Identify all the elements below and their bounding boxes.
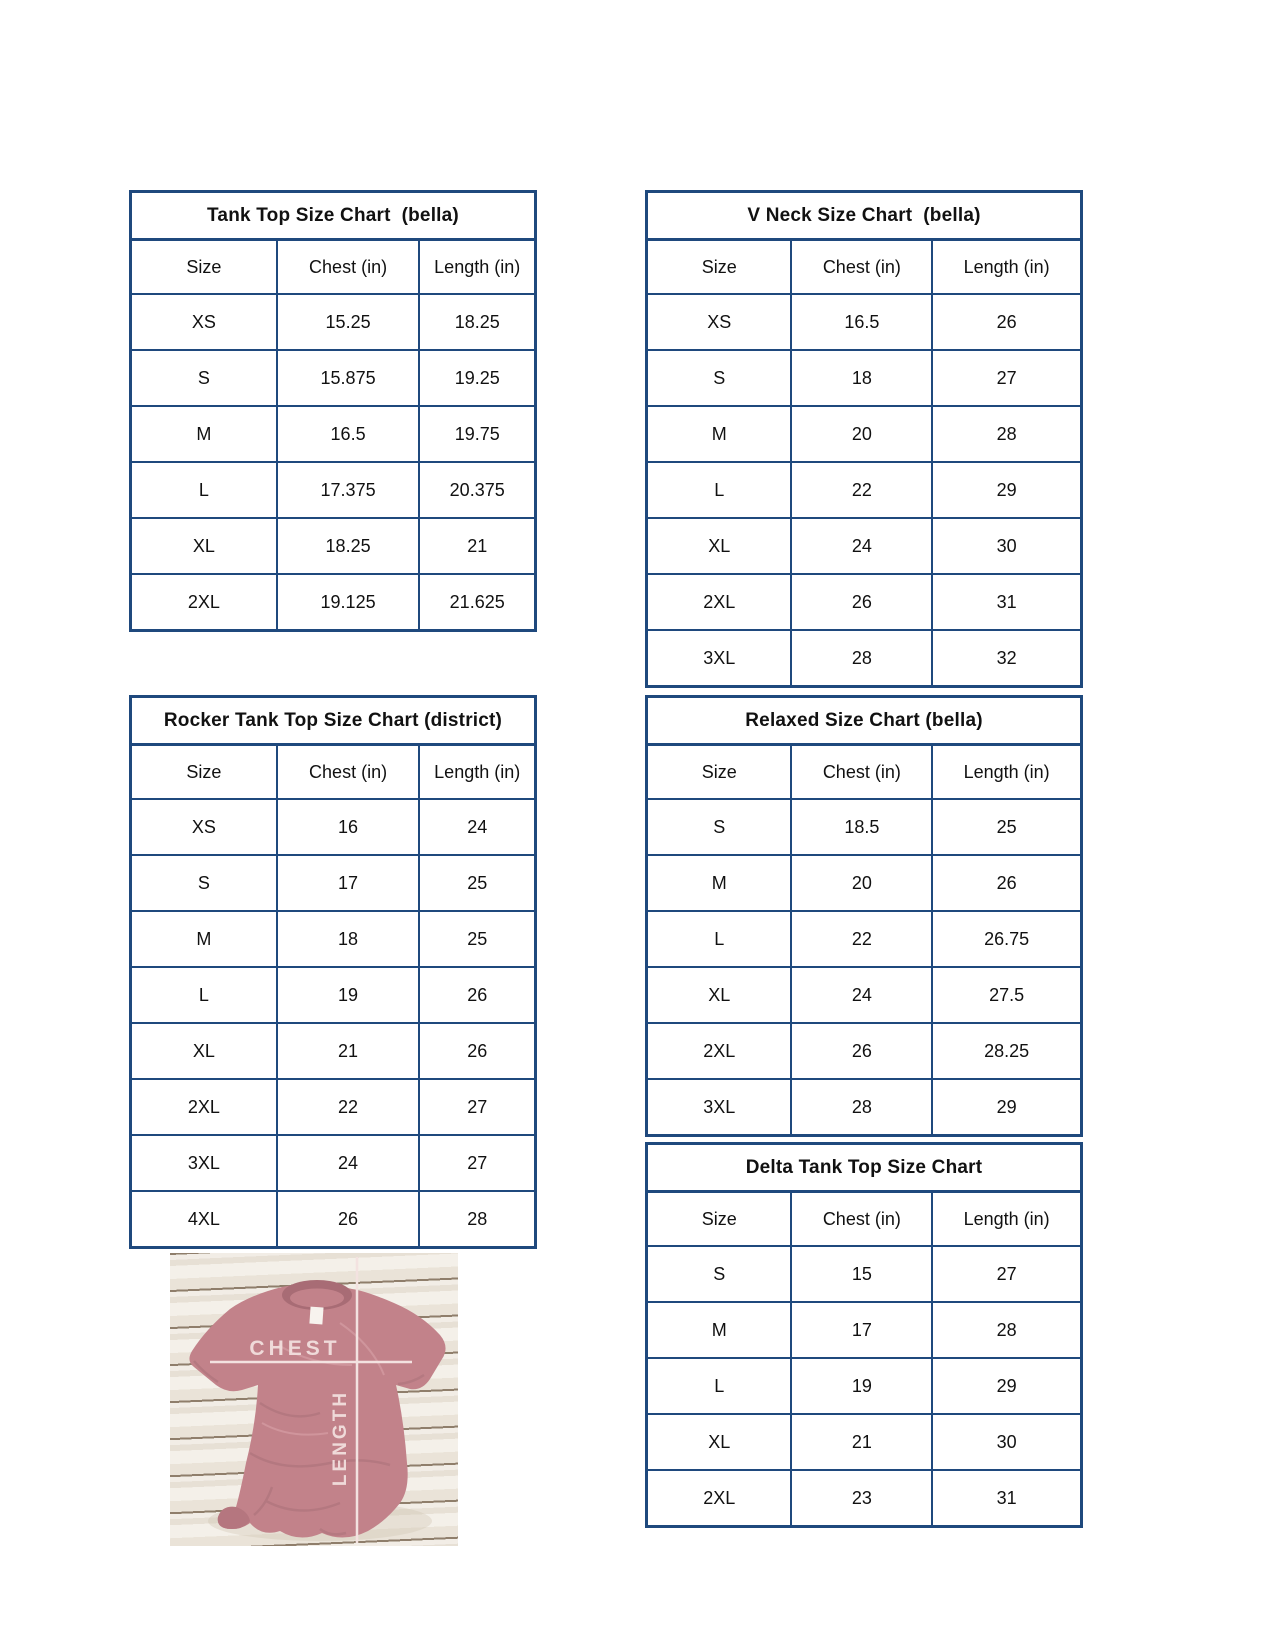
- table-row: [648, 574, 1080, 630]
- table-title: V Neck Size Chart (bella): [747, 204, 981, 226]
- size-chart-table: [132, 238, 534, 629]
- table-cell: 16.5: [791, 294, 932, 350]
- table-cell: L: [648, 911, 791, 967]
- table-cell: 17: [791, 1302, 932, 1358]
- tshirt-graphic: [170, 1253, 458, 1546]
- table-row: [648, 406, 1080, 462]
- column-header: Size: [648, 240, 791, 295]
- table-cell: 21: [791, 1414, 932, 1470]
- table-cell: 32: [932, 630, 1080, 685]
- header-row: [648, 1192, 1080, 1247]
- table-cell: 28: [932, 1302, 1080, 1358]
- table-cell: 17: [277, 855, 420, 911]
- table-cell: M: [132, 911, 277, 967]
- column-header: Chest (in): [791, 745, 932, 800]
- table-cell: 22: [277, 1079, 420, 1135]
- column-header: Chest (in): [791, 1192, 932, 1247]
- table-cell: 25: [932, 799, 1080, 855]
- table-cell: 19.125: [277, 574, 420, 629]
- header-row: [648, 240, 1080, 295]
- table-cell: S: [648, 350, 791, 406]
- table-cell: 16: [277, 799, 420, 855]
- table-title: Relaxed Size Chart (bella): [745, 709, 983, 731]
- table-cell: 26: [932, 294, 1080, 350]
- table-row: [648, 462, 1080, 518]
- table-cell: S: [132, 350, 277, 406]
- size-table-relaxed-bella: [645, 695, 1083, 1137]
- table-cell: 27: [419, 1135, 534, 1191]
- table-cell: 24: [791, 518, 932, 574]
- table-cell: XS: [132, 294, 277, 350]
- table-cell: 19: [791, 1358, 932, 1414]
- table-cell: 20: [791, 855, 932, 911]
- column-header: Size: [648, 1192, 791, 1247]
- table-cell: XL: [648, 518, 791, 574]
- column-header: Size: [132, 745, 277, 800]
- table-cell: 21: [419, 518, 534, 574]
- table-row: [132, 799, 534, 855]
- table-cell: 18: [791, 350, 932, 406]
- table-cell: 19.25: [419, 350, 534, 406]
- chest-label: CHEST: [249, 1337, 341, 1360]
- table-cell: 26: [419, 967, 534, 1023]
- table-cell: 24: [419, 799, 534, 855]
- table-cell: 29: [932, 1358, 1080, 1414]
- length-label: LENGTH: [330, 1389, 351, 1487]
- table-cell: M: [648, 406, 791, 462]
- table-row: [648, 294, 1080, 350]
- table-cell: 16.5: [277, 406, 420, 462]
- table-row: [648, 350, 1080, 406]
- table-cell: 24: [277, 1135, 420, 1191]
- column-header: Chest (in): [277, 240, 420, 295]
- table-row: [648, 630, 1080, 685]
- table-row: [648, 1302, 1080, 1358]
- table-cell: 28: [791, 630, 932, 685]
- header-row: [648, 745, 1080, 800]
- table-cell: 25: [419, 911, 534, 967]
- table-cell: 31: [932, 1470, 1080, 1525]
- table-row: [132, 574, 534, 629]
- table-cell: 4XL: [132, 1191, 277, 1246]
- table-row: [132, 1079, 534, 1135]
- table-cell: 30: [932, 518, 1080, 574]
- table-row: [648, 799, 1080, 855]
- table-cell: 27.5: [932, 967, 1080, 1023]
- table-row: [648, 1414, 1080, 1470]
- table-row: [648, 518, 1080, 574]
- table-cell: 21: [277, 1023, 420, 1079]
- table-cell: 15.25: [277, 294, 420, 350]
- table-row: [648, 1023, 1080, 1079]
- table-cell: 3XL: [648, 630, 791, 685]
- column-header: Chest (in): [791, 240, 932, 295]
- header-row: [132, 240, 534, 295]
- table-cell: 24: [791, 967, 932, 1023]
- table-row: [648, 1246, 1080, 1302]
- column-header: Length (in): [932, 1192, 1080, 1247]
- table-cell: 26: [791, 1023, 932, 1079]
- table-cell: 28.25: [932, 1023, 1080, 1079]
- table-cell: 26.75: [932, 911, 1080, 967]
- table-cell: M: [648, 1302, 791, 1358]
- size-table-v-neck-bella: [645, 190, 1083, 688]
- table-cell: 17.375: [277, 462, 420, 518]
- table-row: [648, 1358, 1080, 1414]
- care-label: [309, 1307, 323, 1325]
- table-cell: 19.75: [419, 406, 534, 462]
- table-cell: 28: [419, 1191, 534, 1246]
- table-cell: 2XL: [648, 1023, 791, 1079]
- table-row: [132, 1023, 534, 1079]
- table-cell: 21.625: [419, 574, 534, 629]
- table-cell: 18: [277, 911, 420, 967]
- table-cell: 18.25: [419, 294, 534, 350]
- table-row: [132, 350, 534, 406]
- table-cell: 27: [419, 1079, 534, 1135]
- table-cell: 22: [791, 911, 932, 967]
- table-cell: 15: [791, 1246, 932, 1302]
- table-cell: 2XL: [648, 1470, 791, 1525]
- table-cell: 2XL: [648, 574, 791, 630]
- table-cell: 22: [791, 462, 932, 518]
- size-table-rocker-tank-district: [129, 695, 537, 1249]
- table-title: Delta Tank Top Size Chart: [745, 1156, 983, 1178]
- table-cell: M: [132, 406, 277, 462]
- table-cell: M: [648, 855, 791, 911]
- table-cell: L: [648, 462, 791, 518]
- column-header: Length (in): [419, 240, 534, 295]
- table-cell: XS: [648, 294, 791, 350]
- column-header: Size: [132, 240, 277, 295]
- table-row: [648, 1470, 1080, 1525]
- size-chart-table: [132, 743, 534, 1246]
- size-chart-table: [648, 1190, 1080, 1525]
- table-row: [648, 911, 1080, 967]
- size-chart-table: [648, 238, 1080, 685]
- column-header: Size: [648, 745, 791, 800]
- table-row: [648, 1079, 1080, 1134]
- table-cell: 28: [932, 406, 1080, 462]
- table-row: [132, 518, 534, 574]
- table-cell: 2XL: [132, 574, 277, 629]
- table-cell: L: [132, 462, 277, 518]
- table-cell: 25: [419, 855, 534, 911]
- table-cell: S: [132, 855, 277, 911]
- table-row: [132, 855, 534, 911]
- size-chart-table: [648, 743, 1080, 1134]
- table-cell: XS: [132, 799, 277, 855]
- table-cell: 27: [932, 1246, 1080, 1302]
- table-title: Tank Top Size Chart (bella): [207, 204, 459, 226]
- table-cell: 18.5: [791, 799, 932, 855]
- table-cell: L: [132, 967, 277, 1023]
- table-row: [132, 406, 534, 462]
- table-cell: 29: [932, 462, 1080, 518]
- collar-inner: [290, 1289, 344, 1308]
- table-row: [132, 294, 534, 350]
- table-cell: 27: [932, 350, 1080, 406]
- table-cell: L: [648, 1358, 791, 1414]
- table-cell: 30: [932, 1414, 1080, 1470]
- table-cell: 15.875: [277, 350, 420, 406]
- table-cell: XL: [132, 1023, 277, 1079]
- table-cell: XL: [648, 1414, 791, 1470]
- table-row: [132, 967, 534, 1023]
- size-table-delta-tank: [645, 1142, 1083, 1528]
- table-cell: 20.375: [419, 462, 534, 518]
- table-cell: 26: [277, 1191, 420, 1246]
- table-cell: 19: [277, 967, 420, 1023]
- shirt-measurement-photo: [170, 1253, 458, 1546]
- table-title: Rocker Tank Top Size Chart (district): [163, 709, 503, 731]
- size-table-tank-top-bella: [129, 190, 537, 632]
- table-cell: 23: [791, 1470, 932, 1525]
- column-header: Length (in): [932, 745, 1080, 800]
- table-cell: 28: [791, 1079, 932, 1134]
- table-row: [132, 1191, 534, 1246]
- table-cell: 26: [791, 574, 932, 630]
- column-header: Length (in): [932, 240, 1080, 295]
- table-row: [648, 855, 1080, 911]
- table-row: [648, 967, 1080, 1023]
- table-cell: 31: [932, 574, 1080, 630]
- header-row: [132, 745, 534, 800]
- table-cell: 2XL: [132, 1079, 277, 1135]
- table-cell: 3XL: [648, 1079, 791, 1134]
- table-row: [132, 1135, 534, 1191]
- table-row: [132, 911, 534, 967]
- column-header: Chest (in): [277, 745, 420, 800]
- table-cell: XL: [648, 967, 791, 1023]
- table-cell: 26: [419, 1023, 534, 1079]
- table-cell: 26: [932, 855, 1080, 911]
- table-cell: 18.25: [277, 518, 420, 574]
- column-header: Length (in): [419, 745, 534, 800]
- table-cell: S: [648, 799, 791, 855]
- table-row: [132, 462, 534, 518]
- table-cell: S: [648, 1246, 791, 1302]
- table-cell: XL: [132, 518, 277, 574]
- table-cell: 3XL: [132, 1135, 277, 1191]
- table-cell: 20: [791, 406, 932, 462]
- table-cell: 29: [932, 1079, 1080, 1134]
